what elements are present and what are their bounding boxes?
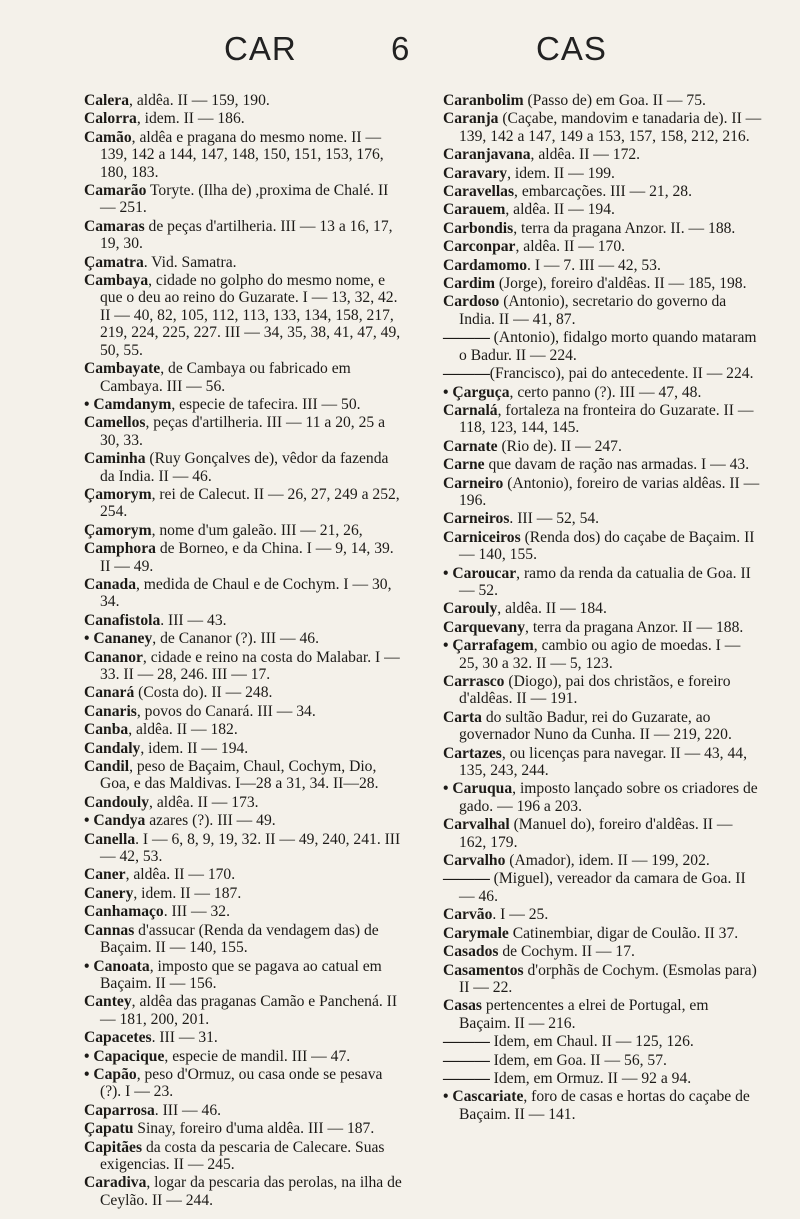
index-entry: Camphora de Borneo, e da China. I — 9, 14, 39. II — 49. — [84, 540, 394, 575]
index-entry: Caminha (Ruy Gonçalves de), vêdor da fazenda da India. II — 46. — [84, 450, 389, 485]
entry-headword: Camaras — [84, 217, 145, 235]
entry-headword: Camarão — [84, 182, 147, 200]
entry-headword: • Capacique — [84, 1047, 165, 1065]
index-entry: • Capão, peso d'Ormuz, ou casa onde se pesava (?). I — 23. — [84, 1065, 383, 1101]
entry-headword: Camphora — [84, 540, 156, 558]
entry-headword: Carta — [443, 708, 482, 726]
index-entry: • Canoata, imposto que se pagava ao catual em Baçaim. II — 156. — [84, 957, 382, 992]
entry-headword: Carneiros — [443, 510, 510, 528]
entry-headword: Carouly — [443, 600, 498, 618]
index-entry: Carvão. I — 25. — [443, 906, 549, 924]
index-entry: Caravary, idem. II — 199. — [443, 164, 615, 182]
index-entry: Çapatu Sinay, foreiro d'uma aldêa. III — 187. — [84, 1120, 375, 1138]
entry-headword: Caner — [84, 866, 126, 884]
index-entry: Carne que davam de ração nas armadas. I — 43. — [443, 456, 750, 474]
index-entry: Casados de Cochym. II — 17. — [443, 943, 635, 961]
index-entry: Casamentos d'orphãs de Cochym. (Esmolas para) II — 22. — [443, 961, 757, 996]
index-entry: Canba, aldêa. II — 182. — [84, 721, 238, 739]
entry-headword: ——— — [443, 329, 490, 347]
entry-headword: Cannas — [84, 921, 135, 939]
entry-headword: Caranbolim — [443, 92, 524, 109]
entry-headword: Canaris — [84, 702, 137, 720]
index-entry: Cardoso (Antonio), secretario do governo da India. II — 41, 87. — [443, 293, 727, 328]
index-entry: • Camdanym, especie de tafecira. III — 50. — [84, 395, 361, 413]
entry-headword: Çamatra — [84, 253, 144, 271]
index-entry: Carniceiros (Renda dos) do caçabe de Baçaim. II — 140, 155. — [443, 528, 755, 564]
index-entry: Capitães da costa da pescaria de Calecare. Suas exigencias. II — 245. — [84, 1138, 385, 1173]
entry-headword: • Caruqua — [443, 780, 513, 798]
entry-headword: • Cananey — [84, 630, 153, 648]
entry-headword: ——— — [443, 1033, 490, 1051]
entry-headword: Cartazes — [443, 744, 502, 762]
entry-headword: Canhamaço — [84, 903, 164, 921]
index-entry: Canaris, povos do Canará. III — 34. — [84, 702, 316, 720]
index-entry: • Caroucar, ramo da renda da catualia de Goa. II — 52. — [443, 564, 751, 599]
entry-headword: ——— — [443, 870, 490, 888]
entry-headword: • Çarrafagem — [443, 637, 534, 655]
header-right-guide-word: CAS — [536, 30, 607, 67]
entry-headword: • Çarguça — [443, 383, 510, 401]
index-entry: Canada, medida de Chaul e de Cochym. I — 30, 34. — [84, 575, 392, 611]
index-entry: Carneiro (Antonio), foreiro de varias aldêas. II — 196. — [443, 474, 760, 509]
entry-headword: • Caroucar — [443, 564, 517, 582]
entry-headword: Candil — [84, 758, 130, 776]
index-entry: Çamatra. Vid. Samatra. — [84, 253, 237, 271]
entry-headword: ——— — [443, 1051, 490, 1069]
index-entry: • Cananey, de Cananor (?). III — 46. — [84, 630, 319, 648]
entry-headword: • Candya — [84, 812, 146, 830]
index-entry: ——— Idem, em Chaul. II — 125, 126. — [443, 1033, 694, 1051]
index-entry: Cartazes, ou licenças para navegar. II — 43, 44, 135, 243, 244. — [443, 744, 747, 780]
entry-headword: • Camdanym — [84, 395, 172, 413]
index-entry: Camarão Toryte. (Ilha de) ,proxima de Chalé. II — 251. — [84, 182, 389, 217]
entry-headword: Cambayate — [84, 360, 161, 378]
index-entry: Canhamaço. III — 32. — [84, 903, 230, 921]
index-entry: Caranbolim (Passo de) em Goa. II — 75. — [443, 92, 706, 109]
index-entry: Canará (Costa do). II — 248. — [84, 684, 273, 702]
index-entry: Casas pertencentes a elrei de Portugal, em Baçaim. II — 216. — [443, 997, 709, 1032]
index-entry: Candaly, idem. II — 194. — [84, 739, 249, 757]
index-column-right — [443, 92, 763, 1124]
index-entry: ——— (Miguel), vereador da camara de Goa. II — 46. — [443, 870, 746, 905]
index-entry: Candil, peso de Baçaim, Chaul, Cochym, Dio, Goa, e das Maldivas. I—28 a 31, 34. II—28. — [84, 758, 379, 793]
entry-headword: Carvão — [443, 906, 493, 924]
entry-headword: Carneiro — [443, 474, 504, 492]
index-entry: Carvalho (Amador), idem. II — 199, 202. — [443, 852, 710, 870]
entry-headword: Canará — [84, 684, 135, 702]
entry-headword: Canada — [84, 575, 136, 593]
index-entry: Canery, idem. II — 187. — [84, 884, 242, 902]
index-entry: Cambayate, de Cambaya ou fabricado em Cambaya. III — 56. — [84, 360, 351, 395]
header-left-guide-word: CAR — [224, 30, 297, 67]
entry-headword: Canella — [84, 830, 136, 848]
entry-headword: Caminha — [84, 450, 146, 468]
index-entry: Canella. I — 6, 8, 9, 19, 32. II — 49, 240, 241. III — 42, 53. — [84, 830, 401, 866]
entry-headword: Capitães — [84, 1138, 143, 1156]
index-entry: ——— Idem, em Ormuz. II — 92 a 94. — [443, 1069, 692, 1087]
page-number: 6 — [391, 30, 411, 67]
entry-headword: Carnalá — [443, 401, 498, 419]
entry-headword: Cambaya — [84, 272, 149, 290]
entry-headword: Candaly — [84, 739, 141, 757]
entry-headword: Caparrosa — [84, 1101, 155, 1119]
index-entry: Cardim (Jorge), foreiro d'aldêas. II — 185, 198. — [443, 275, 747, 293]
running-header — [0, 30, 800, 70]
entry-headword: Calorra — [84, 110, 137, 128]
index-entry: Calorra, idem. II — 186. — [84, 110, 245, 128]
index-entry: Carvalhal (Manuel do), foreiro d'aldêas. II — 162, 179. — [443, 816, 733, 851]
index-entry: Camaras de peças d'artilheria. III — 13 a 16, 17, 19, 30. — [84, 217, 393, 253]
entry-headword: Caravellas — [443, 183, 515, 201]
index-entry: Carouly, aldêa. II — 184. — [443, 600, 607, 618]
index-entry: Carta do sultão Badur, rei do Guzarate, ao governador Nuno da Cunha. II — 219, 220. — [443, 708, 732, 744]
entry-headword: Camellos — [84, 414, 146, 432]
index-entry: Caradiva, logar da pescaria das perolas, na ilha de Ceylão. II — 244. — [84, 1174, 402, 1209]
index-entry: Caranja (Caçabe, mandovim e tanadaria de). II — 139, 142 a 147, 149 a 153, 157, 158, 212, 216. — [443, 110, 762, 145]
index-entry: Caravellas, embarcações. III — 21, 28. — [443, 183, 692, 201]
entry-headword: Çamorym — [84, 521, 152, 539]
entry-headword: Caravary — [443, 164, 508, 182]
index-entry: Candouly, aldêa. II — 173. — [84, 793, 259, 811]
entry-headword: Canba — [84, 721, 129, 739]
index-entry: Carauem, aldêa. II — 194. — [443, 201, 615, 219]
entry-headword: Casamentos — [443, 961, 524, 979]
index-entry: Caranjavana, aldêa. II — 172. — [443, 146, 641, 164]
index-entry: • Cascariate, foro de casas e hortas do caçabe de Baçaim. II — 141. — [443, 1088, 750, 1123]
index-entry: Caparrosa. III — 46. — [84, 1101, 222, 1119]
entry-headword: Canery — [84, 884, 134, 902]
entry-headword: Çamorym — [84, 485, 152, 503]
entry-headword: • Canoata — [84, 957, 150, 975]
index-entry: ——— (Antonio), fidalgo morto quando mataram o Badur. II — 224. — [443, 329, 757, 364]
index-entry: Çamorym, nome d'um galeão. III — 21, 26, — [84, 521, 363, 539]
entry-headword: ——— — [443, 1069, 490, 1087]
entry-headword: Carniceiros — [443, 528, 521, 546]
index-entry: Canafistola. III — 43. — [84, 611, 227, 629]
entry-headword: Casas — [443, 997, 482, 1015]
entry-headword: Carconpar — [443, 238, 516, 256]
index-entry: Carnate (Rio de). II — 247. — [443, 437, 622, 455]
index-entry: • Candya azares (?). III — 49. — [84, 812, 276, 830]
entry-headword: Caranja — [443, 110, 499, 128]
entry-headword: Cantey — [84, 993, 132, 1011]
entry-headword: Calera — [84, 92, 130, 109]
entry-headword: Çapatu — [84, 1120, 134, 1138]
entry-headword: Cardamomo — [443, 256, 528, 274]
index-entry: • Çarrafagem, cambio ou agio de moedas. I — 25, 30 a 32. II — 5, 123. — [443, 637, 741, 672]
entry-headword: Cardoso — [443, 293, 500, 311]
index-entry: ——— Idem, em Goa. II — 56, 57. — [443, 1051, 667, 1069]
index-entry: Carymale Catinembiar, digar de Coulão. II 37. — [443, 924, 739, 942]
index-entry: Carnalá, fortaleza na fronteira do Guzarate. II — 118, 123, 144, 145. — [443, 401, 754, 437]
entry-headword: Carnate — [443, 437, 498, 455]
entry-headword: Carbondis — [443, 219, 514, 237]
entry-headword: Carvalho — [443, 852, 506, 870]
entry-headword: Cananor — [84, 648, 143, 666]
index-entry: • Çarguça, certo panno (?). III — 47, 48. — [443, 383, 702, 401]
index-entry: ———(Francisco), pai do antecedente. II — 224. — [443, 365, 754, 383]
entry-headword: Caranjavana — [443, 146, 531, 164]
index-entry: Caner, aldêa. II — 170. — [84, 866, 236, 884]
index-entry: Cannas d'assucar (Renda da vendagem das) de Baçaim. II — 140, 155. — [84, 921, 379, 957]
index-entry: Calera, aldêa. II — 159, 190. — [84, 92, 270, 109]
index-entry: Carbondis, terra da pragana Anzor. II. — 188. — [443, 219, 736, 237]
index-entry: Camellos, peças d'artilheria. III — 11 a 20, 25 a 30, 33. — [84, 414, 386, 449]
entry-headword: Casados — [443, 943, 499, 961]
entry-headword: Caradiva — [84, 1174, 147, 1192]
entry-headword: Carymale — [443, 924, 509, 942]
index-entry: Carconpar, aldêa. II — 170. — [443, 238, 626, 256]
index-column-left — [84, 92, 402, 1210]
entry-headword: Carquevany — [443, 618, 526, 636]
entry-headword: Carvalhal — [443, 816, 510, 834]
index-entry: Camão, aldêa e pragana do mesmo nome. II — 139, 142 a 144, 147, 148, 150, 151, 153, 176, 180, 183. — [84, 128, 384, 181]
entry-headword: ——— — [443, 365, 490, 383]
entry-headword: Candouly — [84, 793, 150, 811]
entry-headword: Capacetes — [84, 1029, 152, 1047]
entry-headword: Carauem — [443, 201, 506, 219]
entry-headword: Cardim — [443, 275, 495, 293]
index-entry: • Capacique, especie de mandil. III — 47. — [84, 1047, 351, 1065]
index-entry: Cantey, aldêa das praganas Camão e Panchená. II — 181, 200, 201. — [84, 993, 398, 1028]
entry-headword: • Capão — [84, 1065, 137, 1083]
index-entry: Capacetes. III — 31. — [84, 1029, 218, 1047]
index-entry: Carneiros. III — 52, 54. — [443, 510, 600, 528]
index-entry: Cambaya, cidade no golpho do mesmo nome, e que o deu ao reino do Guzarate. I — 13, 32, 42. II — 40, 82, 105, 112, 113, 133, 134, 158, 217, 219, 224, 225, 227. III — 34, 35, 38, 41, 47, 49, 50, 55. — [84, 272, 401, 359]
entry-headword: Camão — [84, 128, 132, 146]
entry-headword: Carrasco — [443, 673, 505, 690]
index-entry: Cardamomo. I — 7. III — 42, 53. — [443, 256, 661, 274]
index-entry: Carquevany, terra da pragana Anzor. II — 188. — [443, 618, 744, 636]
index-entry: • Caruqua, imposto lançado sobre os criadores de gado. — 196 a 203. — [443, 780, 758, 815]
index-entry: Carrasco (Diogo), pai dos christãos, e foreiro d'aldêas. II — 191. — [443, 673, 731, 708]
index-entry: Cananor, cidade e reino na costa do Malabar. I — 33. II — 28, 246. III — 17. — [84, 648, 400, 683]
entry-headword: Carne — [443, 456, 485, 474]
entry-headword: Canafistola — [84, 611, 161, 629]
entry-headword: • Cascariate — [443, 1088, 524, 1106]
index-entry: Çamorym, rei de Calecut. II — 26, 27, 249 a 252, 254. — [84, 485, 400, 521]
